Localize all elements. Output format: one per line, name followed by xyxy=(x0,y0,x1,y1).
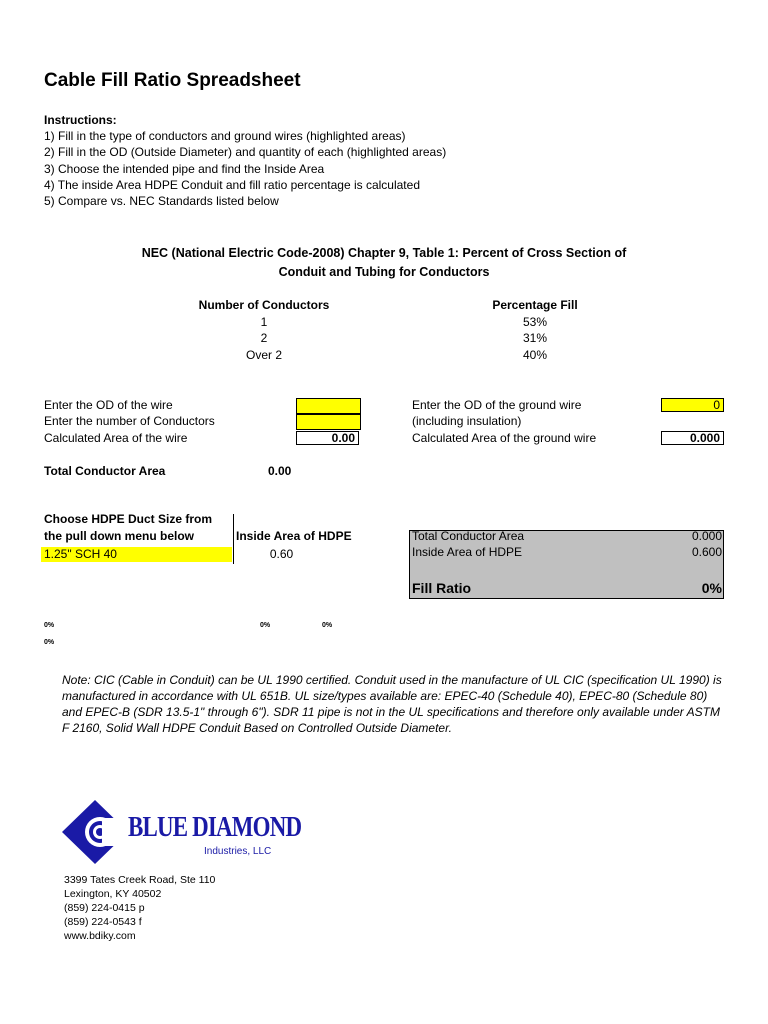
diamond-icon xyxy=(60,798,130,866)
website-link[interactable]: www.bdiky.com xyxy=(64,930,136,942)
small-percent: 0% xyxy=(322,622,333,629)
ground-insulation-label: (including insulation) xyxy=(412,414,522,428)
logo-sub: Industries, LLC xyxy=(204,846,272,857)
ground-od-input[interactable]: 0 xyxy=(661,398,724,412)
wire-count-input[interactable] xyxy=(296,414,361,430)
nec-heading-line2: Conduit and Tubing for Conductors xyxy=(278,265,490,279)
duct-choose-label: the pull down menu below xyxy=(44,529,194,543)
ground-od-label: Enter the OD of the ground wire xyxy=(412,398,582,412)
instruction-item: 2) Fill in the OD (Outside Diameter) and quantity of each (highlighted areas) xyxy=(44,145,447,159)
inside-area-header: Inside Area of HDPE xyxy=(236,529,352,543)
nec-col-conductors: Number of Conductors xyxy=(198,298,330,312)
wire-od-input[interactable] xyxy=(296,398,361,414)
fax-line: (859) 224-0543 f xyxy=(64,916,142,928)
wire-area-label: Calculated Area of the wire xyxy=(44,431,188,445)
small-percent: 0% xyxy=(44,639,55,646)
fill-ratio-label: Fill Ratio xyxy=(412,580,472,596)
address-line: Lexington, KY 40502 xyxy=(64,888,162,900)
summary-total-value: 0.000 xyxy=(691,529,722,543)
address-block xyxy=(64,873,215,943)
small-percent: 0% xyxy=(260,622,271,629)
wire-count-label: Enter the number of Conductors xyxy=(44,414,215,428)
blue-diamond-logo xyxy=(60,798,300,866)
duct-choose-label: Choose HDPE Duct Size from xyxy=(44,512,213,526)
instruction-item: 4) The inside Area HDPE Conduit and fill ratio percentage is calculated xyxy=(44,178,420,192)
nec-row-conductors: Over 2 xyxy=(245,348,282,362)
page-title: Cable Fill Ratio Spreadsheet xyxy=(44,70,301,91)
wire-od-label: Enter the OD of the wire xyxy=(44,398,173,412)
summary-total-label: Total Conductor Area xyxy=(412,529,525,543)
small-percent: 0% xyxy=(44,622,55,629)
nec-row-conductors: 2 xyxy=(260,331,268,345)
nec-row-fill: 31% xyxy=(522,331,548,345)
phone-line: (859) 224-0415 p xyxy=(64,902,145,914)
nec-row-fill: 40% xyxy=(522,348,548,362)
summary-inside-value: 0.600 xyxy=(691,545,722,559)
ul-note: Note: CIC (Cable in Conduit) can be UL 1990 certified. Conduit used in the manufacture of UL CIC (specification UL 1990) is manufactured in accordance with UL 651B. UL size/types available are: EPEC-40 (Schedule 40), EPEC-80 (Schedule 80) and EPEC-B (SDR 13.5-1" through 6"). SDR 11 pipe is not in the UL specifications and therefore only available under ASTM F 2160, Solid Wall HDPE Conduit Based on Controlled Outside Diameter. xyxy=(62,673,722,735)
instructions-heading: Instructions: xyxy=(44,113,117,127)
nec-row-fill: 53% xyxy=(522,315,548,329)
instruction-item: 1) Fill in the type of conductors and ground wires (highlighted areas) xyxy=(44,129,406,143)
total-conductor-value: 0.00 xyxy=(268,464,292,478)
wire-area-value: 0.00 xyxy=(296,431,359,445)
nec-heading-line1: NEC (National Electric Code-2008) Chapter 9, Table 1: Percent of Cross Section of xyxy=(141,246,627,260)
instruction-item: 5) Compare vs. NEC Standards listed below xyxy=(44,194,279,208)
nec-col-fill: Percentage Fill xyxy=(492,298,578,312)
ground-area-value: 0.000 xyxy=(661,431,724,445)
inside-area-value: 0.60 xyxy=(269,547,294,561)
instruction-item: 3) Choose the intended pipe and find the Inside Area xyxy=(44,162,325,176)
logo-name: BLUE DIAMOND xyxy=(128,812,302,843)
duct-size-select[interactable]: 1.25" SCH 40 xyxy=(41,547,232,562)
total-conductor-label: Total Conductor Area xyxy=(44,464,166,478)
nec-row-conductors: 1 xyxy=(260,315,268,329)
fill-ratio-value: 0% xyxy=(701,580,722,596)
summary-inside-label: Inside Area of HDPE xyxy=(412,545,523,559)
address-line: 3399 Tates Creek Road, Ste 110 xyxy=(64,874,216,886)
ground-area-label: Calculated Area of the ground wire xyxy=(412,431,597,445)
